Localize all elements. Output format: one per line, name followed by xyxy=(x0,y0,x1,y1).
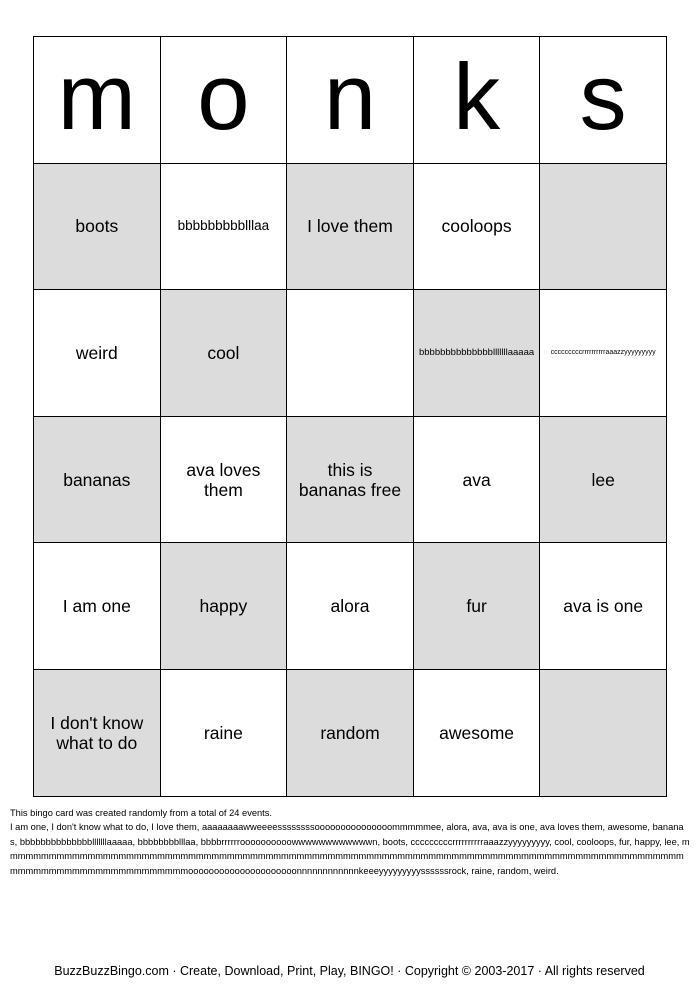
header-letter-cell xyxy=(161,37,288,164)
site-footer: BuzzBuzzBingo.com · Create, Download, Print, Play, BINGO! · Copyright © 2003-2017 · All rights reserved xyxy=(54,964,645,978)
bingo-cell xyxy=(287,290,414,417)
header-letter-cell xyxy=(540,37,667,164)
bingo-cell-text: bbbbbbbbbbbbbblllllllaaaaa xyxy=(418,346,535,358)
bingo-cell-text: I am one xyxy=(62,596,131,617)
bingo-cell xyxy=(34,417,161,544)
bingo-cell-text: cooloops xyxy=(441,216,512,237)
header-letter-cell xyxy=(34,37,161,164)
bingo-cell xyxy=(540,543,667,670)
bingo-cell xyxy=(414,417,541,544)
bingo-cell-text: alora xyxy=(330,596,370,617)
bingo-cell xyxy=(34,543,161,670)
bingo-cell-text: bananas xyxy=(63,469,131,490)
created-note: This bingo card was created randomly from a total of 24 events. xyxy=(10,808,272,818)
bingo-cell xyxy=(34,290,161,417)
header-letter: k xyxy=(453,43,501,149)
bingo-cell xyxy=(34,164,161,291)
bingo-cell xyxy=(414,164,541,291)
bingo-cell xyxy=(161,290,288,417)
header-letter: m xyxy=(57,43,136,149)
bingo-cell xyxy=(161,164,288,291)
bingo-cell xyxy=(287,670,414,797)
bingo-cell-text: cool xyxy=(207,342,240,363)
bingo-cell-text: raine xyxy=(203,722,243,743)
events-list: I am one, I don't know what to do, I love them, aaaaaaaawweeeessssssssooooooooooooooommmmmee, alora, ava, ava is one, ava loves them, awesome, bananas, bbbbbbbbbbbbbblllllllaaaaa, bbbbbbbblllaa, bbbbrrrrrroooooooooowwwwwwwwwwwwn, boots, cccccccccrrrrrrrrrraaazzyyyyyyyyy, cool, cooloops, fur, happy, lee, mmmmmmmmmmmmmmmmmmmmmmmmmmmmmmmmmmmmmmmmmmmmmmmmmmmmmmmmmmmmmmmmmmmmmmmmmmmmmmmmmmmmmmmmmmmmmmmmmmmmmmmmmmmmmmmooooooooooooooooooooonnnnnnnnnnnnkeeeyyyyyyyyyssssssrock, raine, random, weird. xyxy=(10,822,690,876)
bingo-cell-text: ava xyxy=(462,469,491,490)
bingo-cell xyxy=(540,290,667,417)
bingo-cell xyxy=(287,417,414,544)
bingo-cell xyxy=(161,670,288,797)
bingo-cell xyxy=(540,164,667,291)
bingo-cell xyxy=(34,670,161,797)
bingo-cell-text: ava loves them xyxy=(186,459,261,500)
bingo-cell-text: weird xyxy=(75,342,118,363)
bingo-cell-text: boots xyxy=(75,216,119,237)
bingo-card xyxy=(33,36,667,797)
bingo-cell-text: this is bananas free xyxy=(298,459,402,500)
bingo-cell xyxy=(414,543,541,670)
bingo-cell-text: lee xyxy=(591,469,615,490)
header-letter: n xyxy=(323,43,377,149)
header-letter-cell xyxy=(414,37,541,164)
bingo-cell xyxy=(540,670,667,797)
bingo-cell xyxy=(287,164,414,291)
bingo-cell-text: awesome xyxy=(439,722,515,743)
header-letter-cell xyxy=(287,37,414,164)
bingo-cell xyxy=(540,417,667,544)
bingo-cell-text: ava is one xyxy=(563,596,644,617)
bingo-cell-text: fur xyxy=(466,596,487,617)
bingo-cell xyxy=(287,543,414,670)
header-letter: s xyxy=(579,43,627,149)
bingo-cell-text: happy xyxy=(199,596,248,617)
bingo-cell xyxy=(414,290,541,417)
bingo-cell xyxy=(161,543,288,670)
bingo-cell-text: I love them xyxy=(307,216,393,237)
bingo-cell-text: bbbbbbbbblllaa xyxy=(177,218,270,234)
bingo-cell-text: random xyxy=(320,722,380,743)
bingo-cell-text: I don't know what to do xyxy=(50,712,144,753)
bingo-cell xyxy=(414,670,541,797)
card-notes xyxy=(10,806,690,878)
bingo-cell xyxy=(161,417,288,544)
bingo-cell-text: cccccccccrrrrrrrrrraaazzyyyyyyyyy xyxy=(550,348,656,356)
header-letter: o xyxy=(197,43,250,149)
